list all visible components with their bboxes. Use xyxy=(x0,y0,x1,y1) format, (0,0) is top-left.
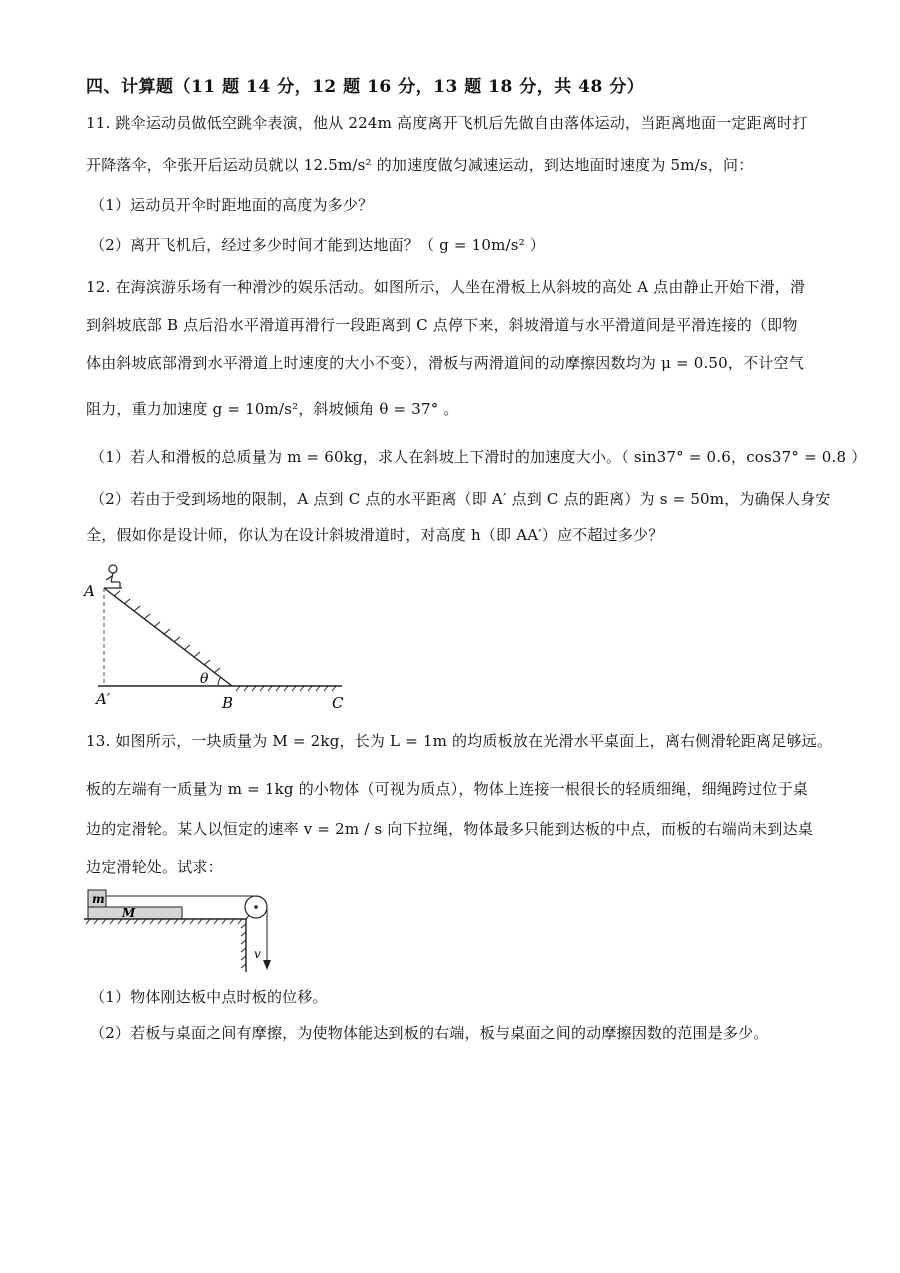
q11-line-1: 11. 跳伞运动员做低空跳伞表演，他从 224m 高度离开飞机后先做自由落体运动，当距离地面一定距离时打 xyxy=(86,114,808,132)
q12-line-1: 12. 在海滨游乐场有一种滑沙的娱乐活动。如图所示，人坐在滑板上从斜坡的高处 A 点由静止开始下滑，滑 xyxy=(86,278,806,296)
table-hatching xyxy=(86,919,242,924)
ground-hatching xyxy=(236,686,336,691)
q13-part-2: （2）若板与桌面之间有摩擦，为使物体能达到板的右端，板与桌面之间的动摩擦因数的范围是多少。 xyxy=(90,1024,769,1042)
label-B: B xyxy=(222,694,234,712)
q12-line-4: 阻力，重力加速度 g = 10m/s²，斜坡倾角 θ = 37° 。 xyxy=(86,400,459,418)
label-A-prime: A′ xyxy=(96,690,111,708)
q13-part-1: （1）物体刚达板中点时板的位移。 xyxy=(90,988,328,1006)
label-v: v xyxy=(254,947,261,961)
q11-line-2: 开降落伞，伞张开后运动员就以 12.5m/s² 的加速度做匀减速运动，到达地面时速度为 5m/s，问： xyxy=(86,156,754,174)
table-edge-hatching xyxy=(241,924,246,968)
q12-line-3: 体由斜坡底部滑到水平滑道上时速度的大小不变），滑板与两滑道间的动摩擦因数均为 μ = 0.50，不计空气 xyxy=(86,354,804,372)
slope-hatching xyxy=(114,591,220,673)
q11-part-2: （2）离开飞机后，经过多少时间才能到达地面？（ g = 10m/s² ） xyxy=(90,236,546,254)
slope-diagram xyxy=(80,560,370,720)
q12-line-2: 到斜坡底部 B 点后沿水平滑道再滑行一段距离到 C 点停下来，斜坡滑道与水平滑道间是平滑连接的（即物 xyxy=(86,316,798,334)
angle-arc xyxy=(218,677,221,686)
label-C: C xyxy=(332,694,344,712)
skier-figure xyxy=(104,565,122,588)
q12-part-2: （2）若由于受到场地的限制，A 点到 C 点的水平距离（即 A′ 点到 C 点的距离）为 s = 50m，为确保人身安 xyxy=(90,490,831,508)
q13-line-3: 边的定滑轮。某人以恒定的速率 v = 2m / s 向下拉绳，物体最多只能到达板的中点，而板的右端尚未到达桌 xyxy=(86,820,813,838)
rope-arrow-down xyxy=(263,960,271,970)
label-m: m xyxy=(92,892,105,906)
label-A: A xyxy=(84,582,95,600)
label-M: M xyxy=(122,906,136,920)
slope-line xyxy=(104,588,232,686)
q13-line-1: 13. 如图所示，一块质量为 M = 2kg，长为 L = 1m 的均质板放在光滑水平桌面上，离右侧滑轮距离足够远。 xyxy=(86,732,833,750)
board-pulley-diagram xyxy=(80,882,290,977)
q12-part-2-cont: 全，假如你是设计师，你认为在设计斜坡滑道时，对高度 h（即 AA′）应不超过多少？ xyxy=(86,526,664,544)
section-title: 四、计算题（11 题 14 分，12 题 16 分，13 题 18 分，共 48 分） xyxy=(86,77,645,97)
q11-part-1: （1）运动员开伞时距地面的高度为多少？ xyxy=(90,196,374,214)
q12-part-1: （1）若人和滑板的总质量为 m = 60kg，求人在斜坡上下滑时的加速度大小。（ sin37° = 0.6，cos37° = 0.8 ） xyxy=(90,448,867,466)
label-theta: θ xyxy=(200,671,209,687)
q13-line-4: 边定滑轮处。试求： xyxy=(86,858,223,876)
q13-line-2: 板的左端有一质量为 m = 1kg 的小物体（可视为质点），物体上连接一根很长的轻质细绳，细绳跨过位于桌 xyxy=(86,780,809,798)
pulley-axle xyxy=(254,905,258,909)
